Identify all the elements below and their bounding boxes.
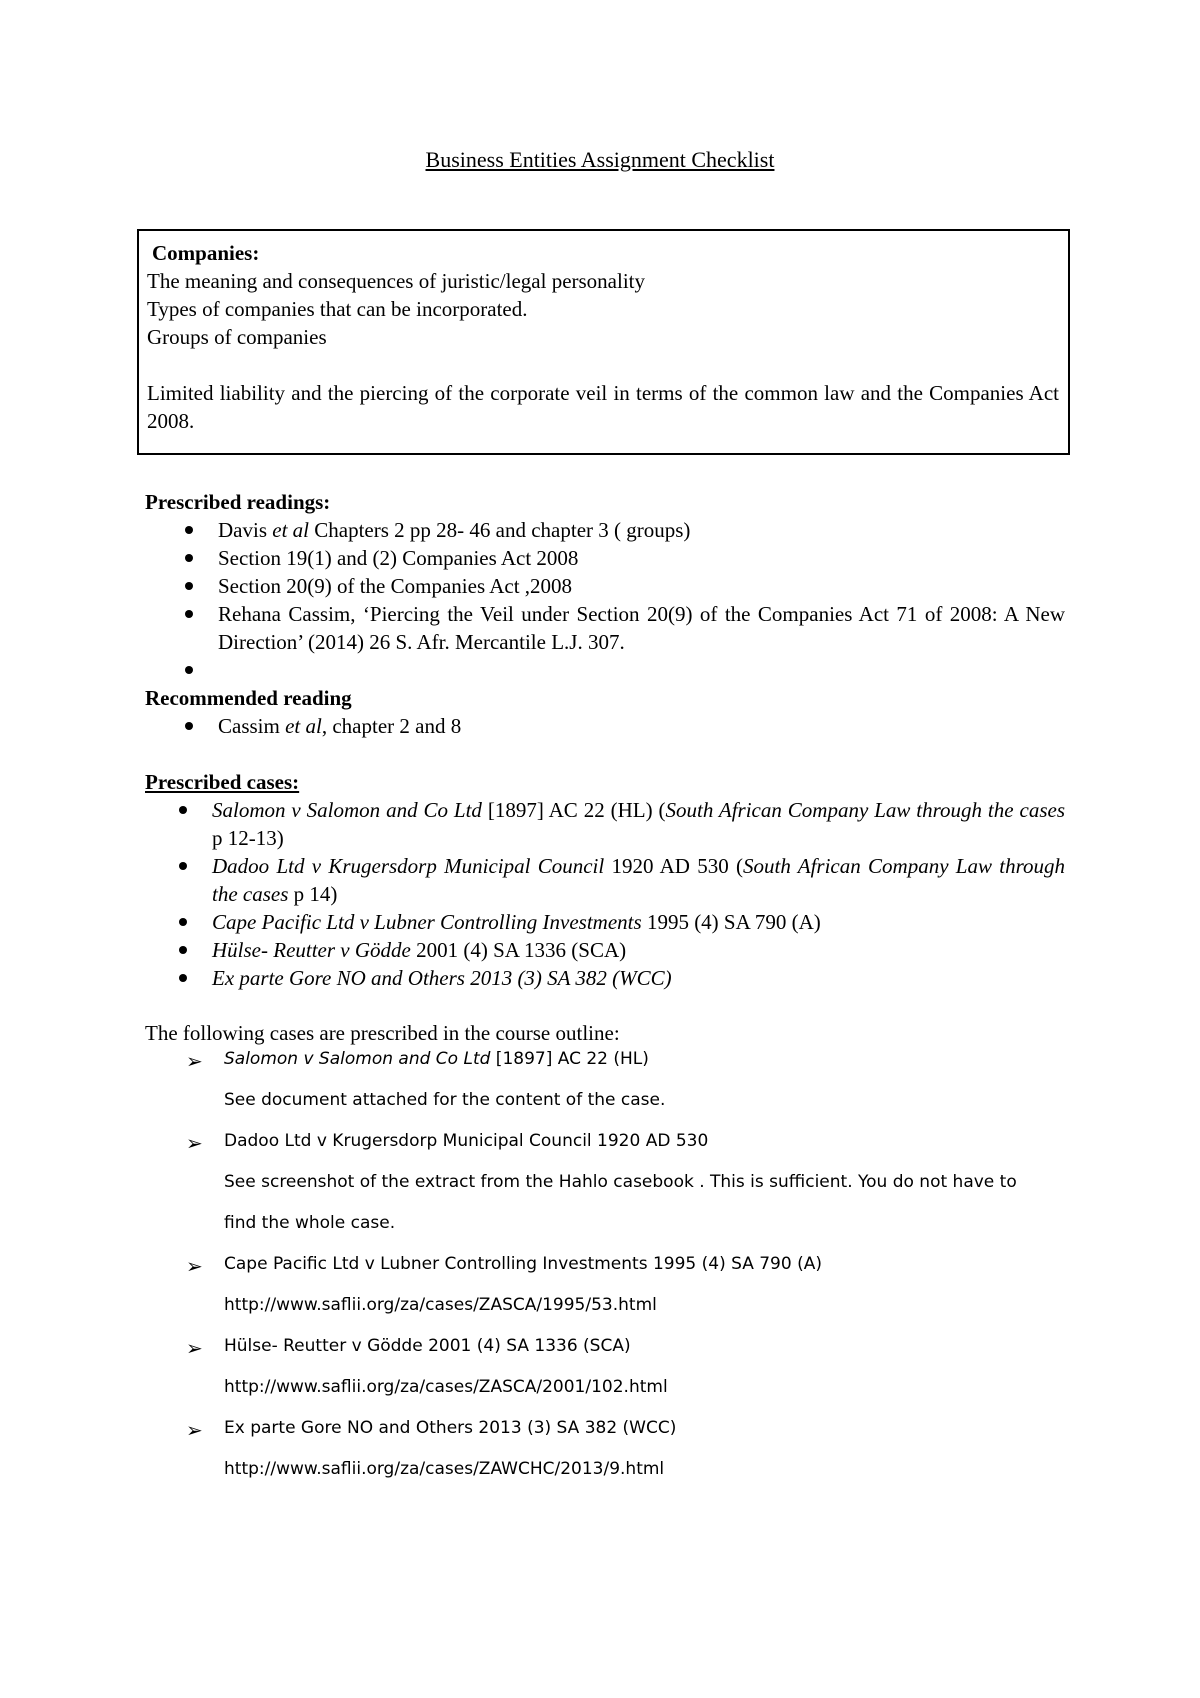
arrow-bullet-icon: ➢ [186, 1418, 203, 1442]
bullet-icon [185, 610, 193, 618]
companies-paragraph: Limited liability and the piercing of the corporate veil in terms of the common law and the Companies Act 2008. [147, 381, 1059, 433]
companies-line: Types of companies that can be incorporated. [147, 297, 528, 321]
bullet-icon [185, 526, 193, 534]
list-item: Dadoo Ltd v Krugersdorp Municipal Council 1920 AD 530 (South African Company Law through the cases p 14) [145, 852, 1065, 908]
list-item: Cassim et al, chapter 2 and 8 [145, 712, 1065, 740]
case-link[interactable]: http://www.saflii.org/za/cases/ZAWCHC/2013/9.html [224, 1459, 665, 1479]
arrow-bullet-icon: ➢ [186, 1131, 203, 1155]
list-item: Rehana Cassim, ‘Piercing the Veil under Section 20(9) of the Companies Act 71 of 2008: A New Direction’ (2014) 26 S. Afr. Mercantile L.J. 307. [145, 600, 1065, 656]
companies-line: The meaning and consequences of juristic/legal personality [147, 269, 646, 293]
list-item: Davis et al Chapters 2 pp 28- 46 and chapter 3 ( groups) [145, 516, 1065, 544]
document-page: Business Entities Assignment Checklist Companies: The meaning and consequences of juristic/legal personality Types of companies that can be incorporated. Groups of companies Limited liability and the piercing of the corporate veil in terms of the common law and the Companies Act 2008. Prescribed readings: Davis et al Chapters 2 pp 28- 46 and chapter 3 ( groups) Section 19(1) and (2) Companies Act 2008 Section 20(9) of the Companies Act ,2008 Rehana Cassim, ‘Piercing the Veil under Section 20(9) of the Companies Act 71 of 2008: A New Direction’ (2014) 26 S. Afr. Mercantile L.J. 307. Recommended reading Cassim et al, chapter 2 and 8 Prescribed cases: Salomon v Salomon and Co Ltd [1897] AC 22 (HL) (South African Company Law through the cases p 12-13) Dadoo Ltd v Krugersdorp Municipal Council 1920 AD 530 (South African Company Law through the cases p 14) Cape Pacific Ltd v Lubner Controlling Investments 1995 (4) SA 790 (A) Hülse- Reutter v Gödde 2001 (4) SA 1336 (SCA) Ex parte Gore NO and Others 2013 (3) SA 382 (WCC) The following cases are prescribed in the course outline: ➢ Salomon v Salomon and Co Ltd [1897] AC 22 (HL) See document attached for the content of the case. ➢ Dadoo Ltd v Krugersdorp Municipal Council 1920 AD 530 See screenshot of the extract from the Hahlo casebook . This is sufficient. You do not have to find the whole case. ➢ Cape Pacific Ltd v Lubner Controlling Investments 1995 (4) SA 790 (A) http://www.saflii.org/za/cases/ZASCA/1995/53.html ➢ Hülse- Reutter v Gödde 2001 (4) SA 1336 (SCA) http://www.saflii.org/za/cases/ZASCA/2001/102.html ➢ Ex parte Gore NO and Others 2013 (3) SA 382 (WCC) http://www.saflii.org/za/cases/ZAWCHC/2013/9.html [0, 0, 1200, 1698]
arrow-bullet-icon: ➢ [186, 1336, 203, 1360]
case-link[interactable]: http://www.saflii.org/za/cases/ZASCA/2001/102.html [224, 1377, 668, 1397]
list-item: Ex parte Gore NO and Others 2013 (3) SA 382 (WCC) [145, 964, 1065, 992]
recommended-reading-heading: Recommended reading [145, 686, 352, 710]
list-item: Cape Pacific Ltd v Lubner Controlling Investments 1995 (4) SA 790 (A) [145, 908, 1065, 936]
bullet-icon [185, 582, 193, 590]
bullet-icon [185, 722, 193, 730]
prescribed-readings-heading: Prescribed readings: [145, 490, 331, 514]
outline-note: See document attached for the content of the case. [224, 1090, 666, 1110]
companies-box [137, 229, 1070, 455]
bullet-icon [179, 946, 187, 954]
arrow-bullet-icon: ➢ [186, 1049, 203, 1073]
prescribed-cases-section [145, 768, 1065, 992]
outline-note: find the whole case. [224, 1213, 396, 1233]
prescribed-readings-section [145, 488, 1065, 684]
bullet-icon [179, 974, 187, 982]
bullet-icon [179, 862, 187, 870]
list-item: Section 19(1) and (2) Companies Act 2008 [145, 544, 1065, 572]
arrow-bullet-icon: ➢ [186, 1254, 203, 1278]
outline-note: See screenshot of the extract from the Hahlo casebook . This is sufficient. You do not have to [224, 1172, 1017, 1192]
case-link[interactable]: http://www.saflii.org/za/cases/ZASCA/1995/53.html [224, 1295, 657, 1315]
bullet-icon [185, 554, 193, 562]
bullet-icon [185, 666, 193, 674]
list-item: Hülse- Reutter v Gödde 2001 (4) SA 1336 (SCA) [145, 936, 1065, 964]
companies-line: Groups of companies [147, 325, 327, 349]
prescribed-cases-heading: Prescribed cases: [145, 770, 300, 794]
list-item: Salomon v Salomon and Co Ltd [1897] AC 22 (HL) (South African Company Law through the cases p 12-13) [145, 796, 1065, 852]
recommended-reading-section [145, 684, 1065, 740]
list-item: Section 20(9) of the Companies Act ,2008 [145, 572, 1065, 600]
list-item-empty [145, 656, 1065, 684]
companies-heading: Companies: [152, 241, 260, 265]
bullet-icon [179, 918, 187, 926]
course-outline-intro: The following cases are prescribed in the course outline: [145, 1021, 620, 1045]
bullet-icon [179, 806, 187, 814]
document-title: Business Entities Assignment Checklist [425, 147, 775, 172]
